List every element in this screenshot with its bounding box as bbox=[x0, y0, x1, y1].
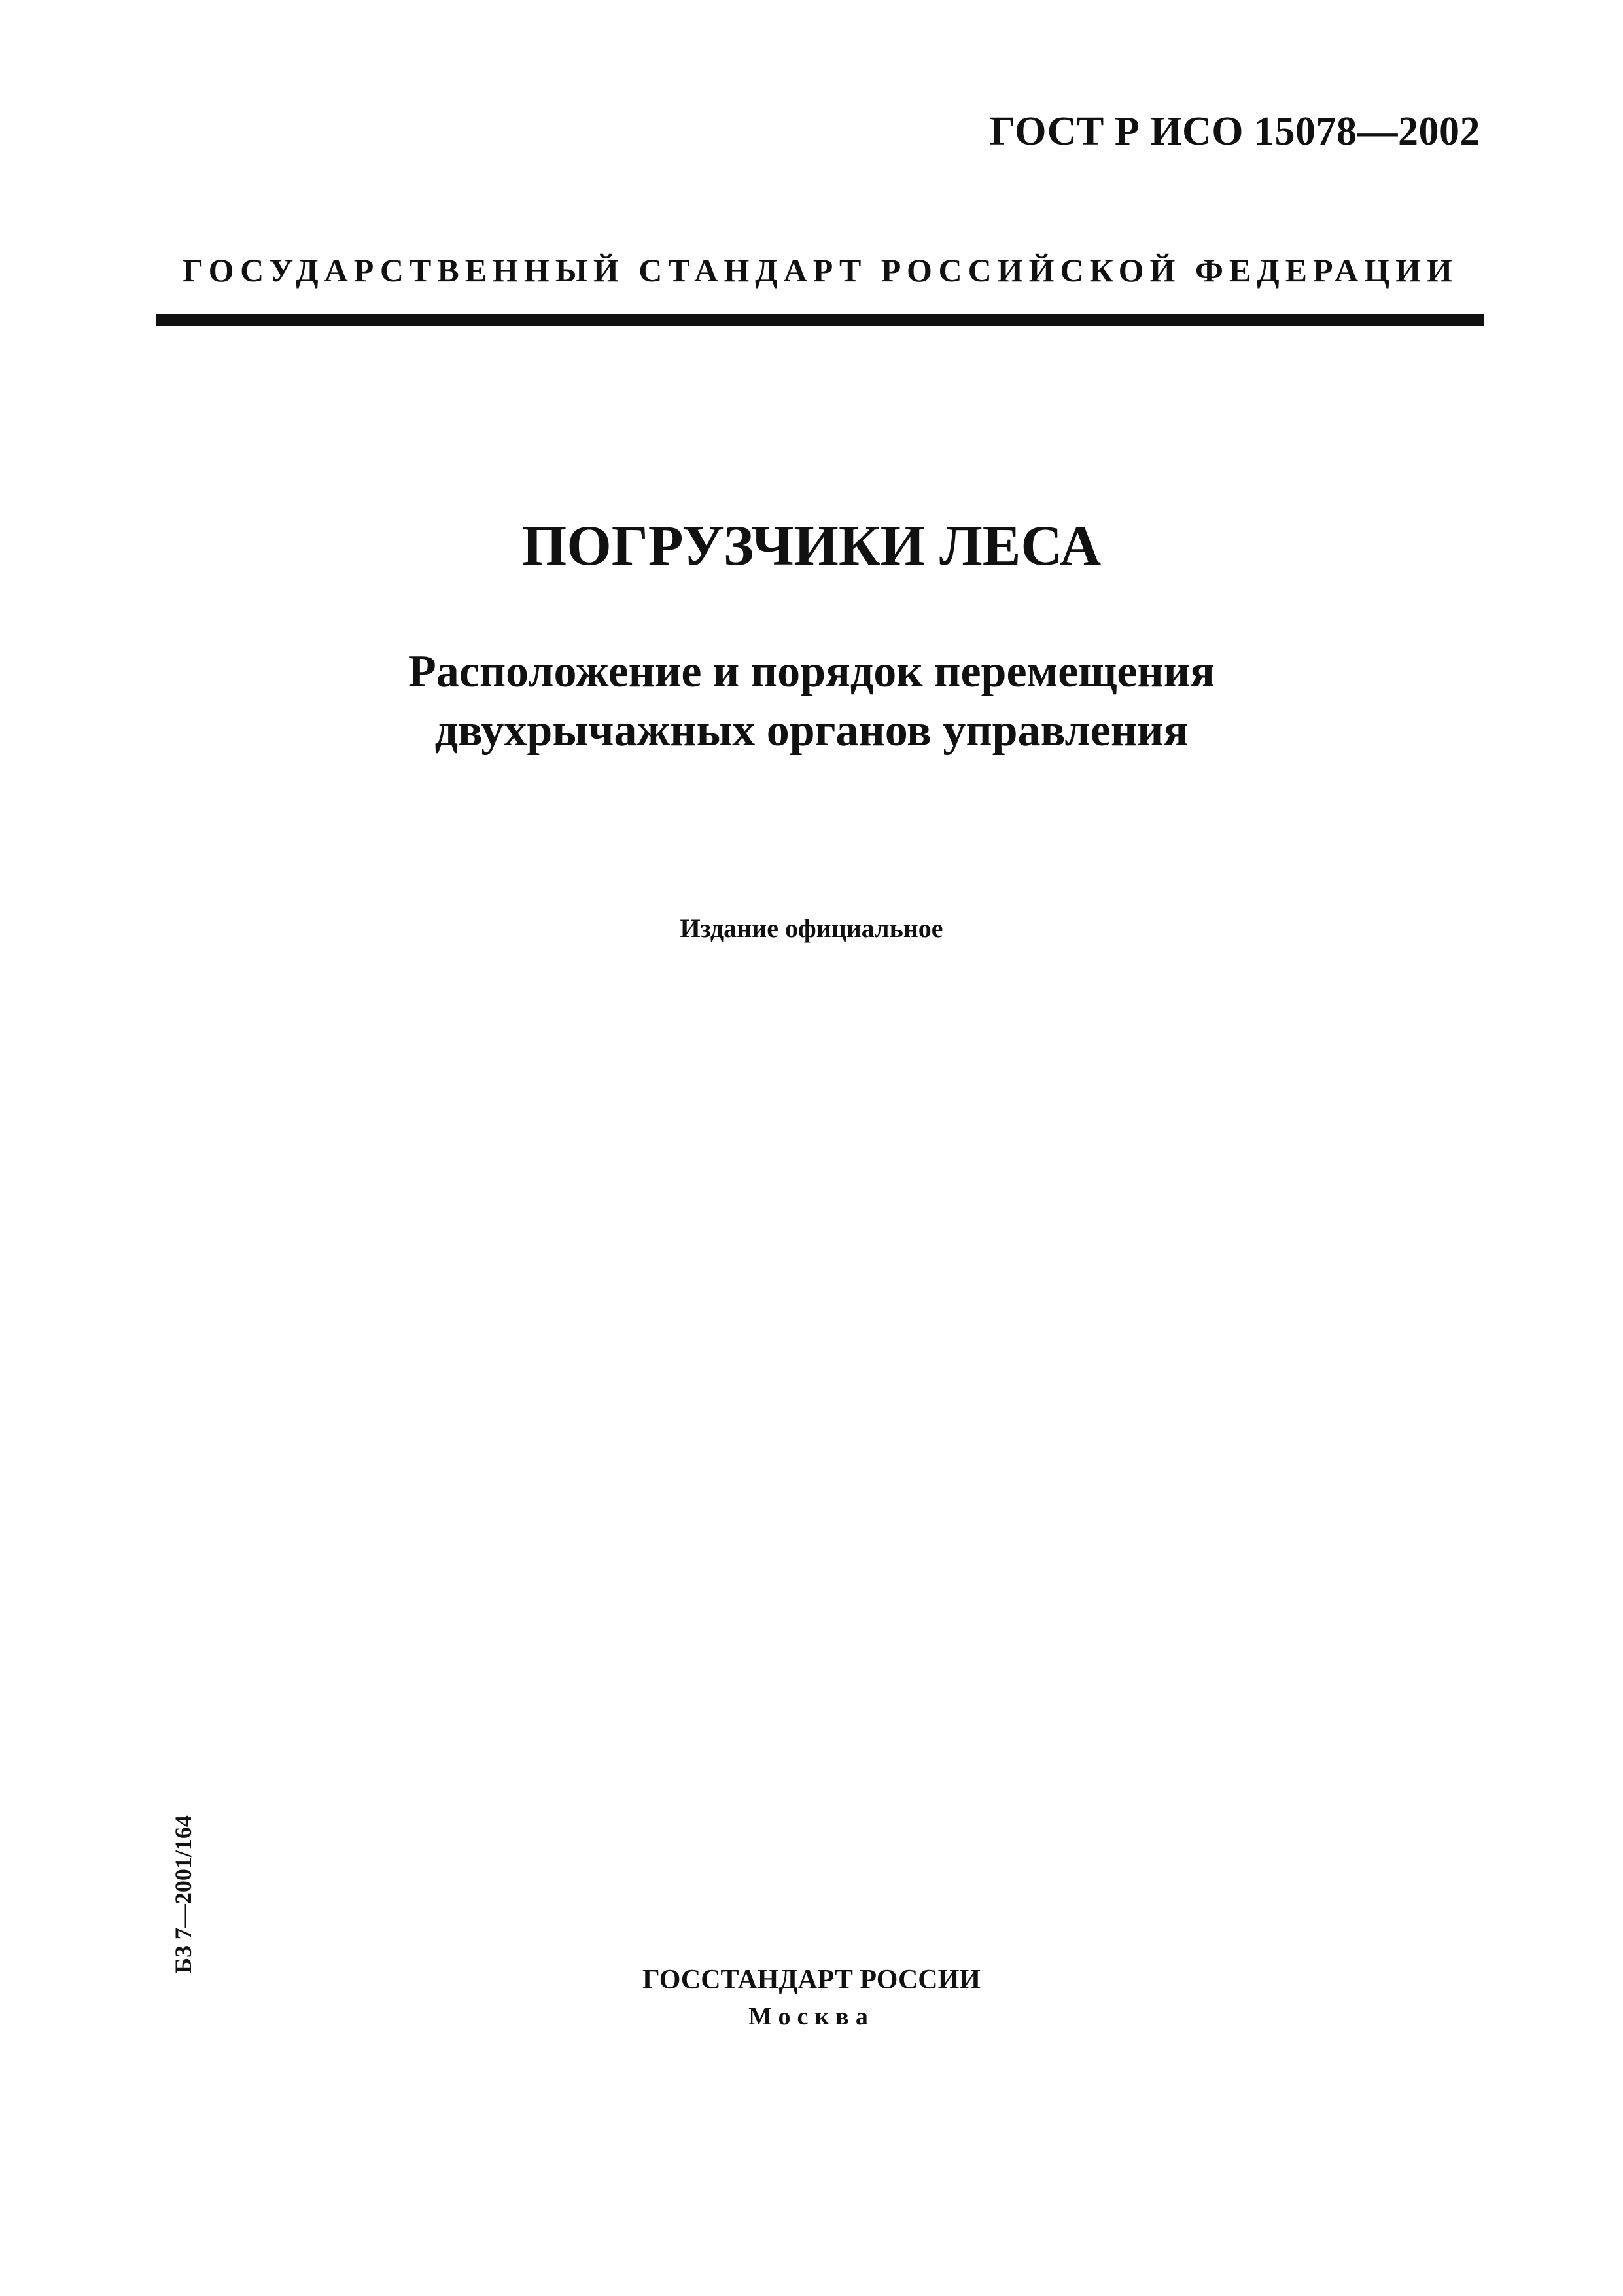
city: Москва bbox=[748, 2003, 875, 2030]
publisher: ГОССТАНДАРТ РОССИИ bbox=[642, 1965, 981, 1995]
subtitle-line-2: двухрычажных органов управления bbox=[434, 705, 1189, 756]
main-title: ПОГРУЗЧИКИ ЛЕСА bbox=[521, 514, 1102, 578]
side-code: БЗ 7—2001/164 bbox=[170, 1815, 196, 1973]
subtitle bbox=[0, 643, 1623, 760]
document-code: ГОСТ Р ИСО 15078—2002 bbox=[989, 109, 1480, 154]
edition-label: Издание официальное bbox=[680, 913, 943, 943]
header-rule bbox=[156, 314, 1484, 326]
standard-title: ГОСУДАРСТВЕННЫЙ СТАНДАРТ РОССИЙСКОЙ ФЕДЕРАЦИИ bbox=[183, 252, 1458, 289]
subtitle-line-1: Расположение и порядок перемещения bbox=[408, 646, 1215, 697]
